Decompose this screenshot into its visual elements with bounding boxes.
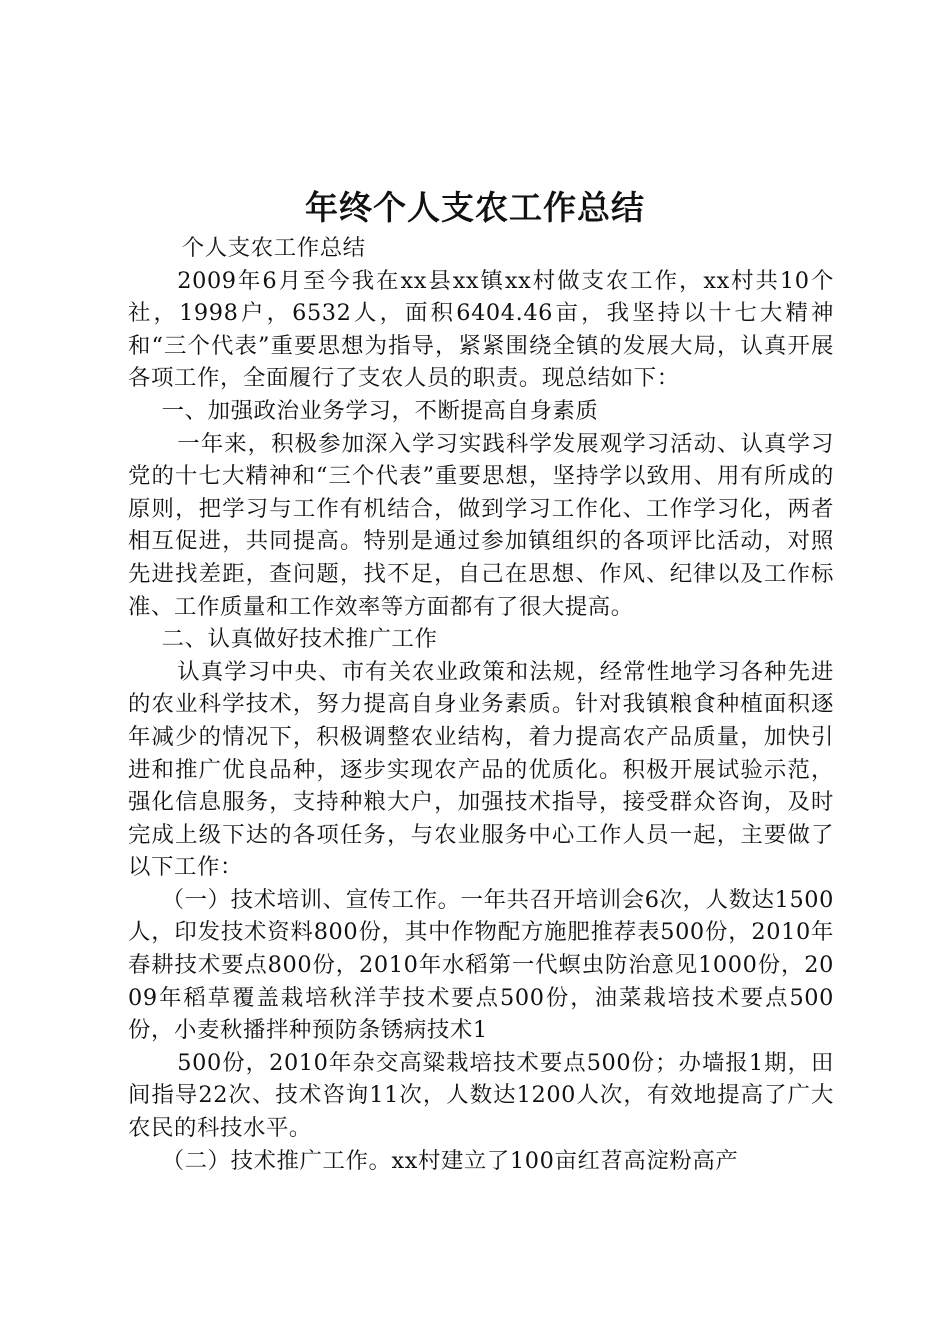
paragraph-item-1: （一）技术培训、宣传工作。一年共召开培训会6次，人数达1500人，印发技术资料800份，其中作物配方施肥推荐表500份，2010年春耕技术要点800份，2010年水稻第一代螟虫防治意见1000份，2009年稻草覆盖栽培秋洋芋技术要点500份，油菜栽培技术要点500份，小麦秋播拌种预防条锈病技术1 bbox=[128, 886, 834, 1044]
section-heading-1: 一、加强政治业务学习，不断提高自身素质 bbox=[161, 397, 599, 424]
document-body bbox=[128, 232, 834, 1177]
paragraph-intro: 2009年6月至今我在xx县xx镇xx村做支农工作，xx村共10个社，1998户，6532人，面积6404.46亩，我坚持以十七大精神和“三个代表”重要思想为指导，紧紧围绕全镇的发展大局，认真开展各项工作，全面履行了支农人员的职责。现总结如下： bbox=[128, 267, 834, 392]
paragraph-item-1-continued: 500份，2010年杂交高粱栽培技术要点500份；办墙报1期，田间指导22次、技术咨询11次，人数达1200人次，有效地提高了广大农民的科技水平。 bbox=[128, 1049, 834, 1142]
section-heading-2: 二、认真做好技术推广工作 bbox=[161, 626, 438, 653]
paragraph-subtitle: 个人支农工作总结 bbox=[181, 235, 366, 261]
paragraph-section-1: 一年来，积极参加深入学习实践科学发展观学习活动、认真学习党的十七大精神和“三个代表”重要思想，坚持学以致用、用有所成的原则，把学习与工作有机结合，做到学习工作化、工作学习化，两者相互促进，共同提高。特别是通过参加镇组织的各项评比活动，对照先进找差距，查问题，找不足，自己在思想、作风、纪律以及工作标准、工作质量和工作效率等方面都有了很大提高。 bbox=[128, 430, 834, 620]
paragraph-section-2: 认真学习中央、市有关农业政策和法规，经常性地学习各种先进的农业科学技术，努力提高自身业务素质。针对我镇粮食种植面积逐年减少的情况下，积极调整农业结构，着力提高农产品质量，加快引进和推广优良品种，逐步实现农产品的优质化。积极开展试验示范，强化信息服务，支持种粮大户，加强技术指导，接受群众咨询，及时完成上级下达的各项任务，与农业服务中心工作人员一起，主要做了以下工作： bbox=[128, 658, 834, 881]
paragraph-item-2: （二）技术推广工作。xx村建立了100亩红苕高淀粉高产 bbox=[161, 1147, 739, 1174]
document-title: 年终个人支农工作总结 bbox=[305, 188, 645, 227]
